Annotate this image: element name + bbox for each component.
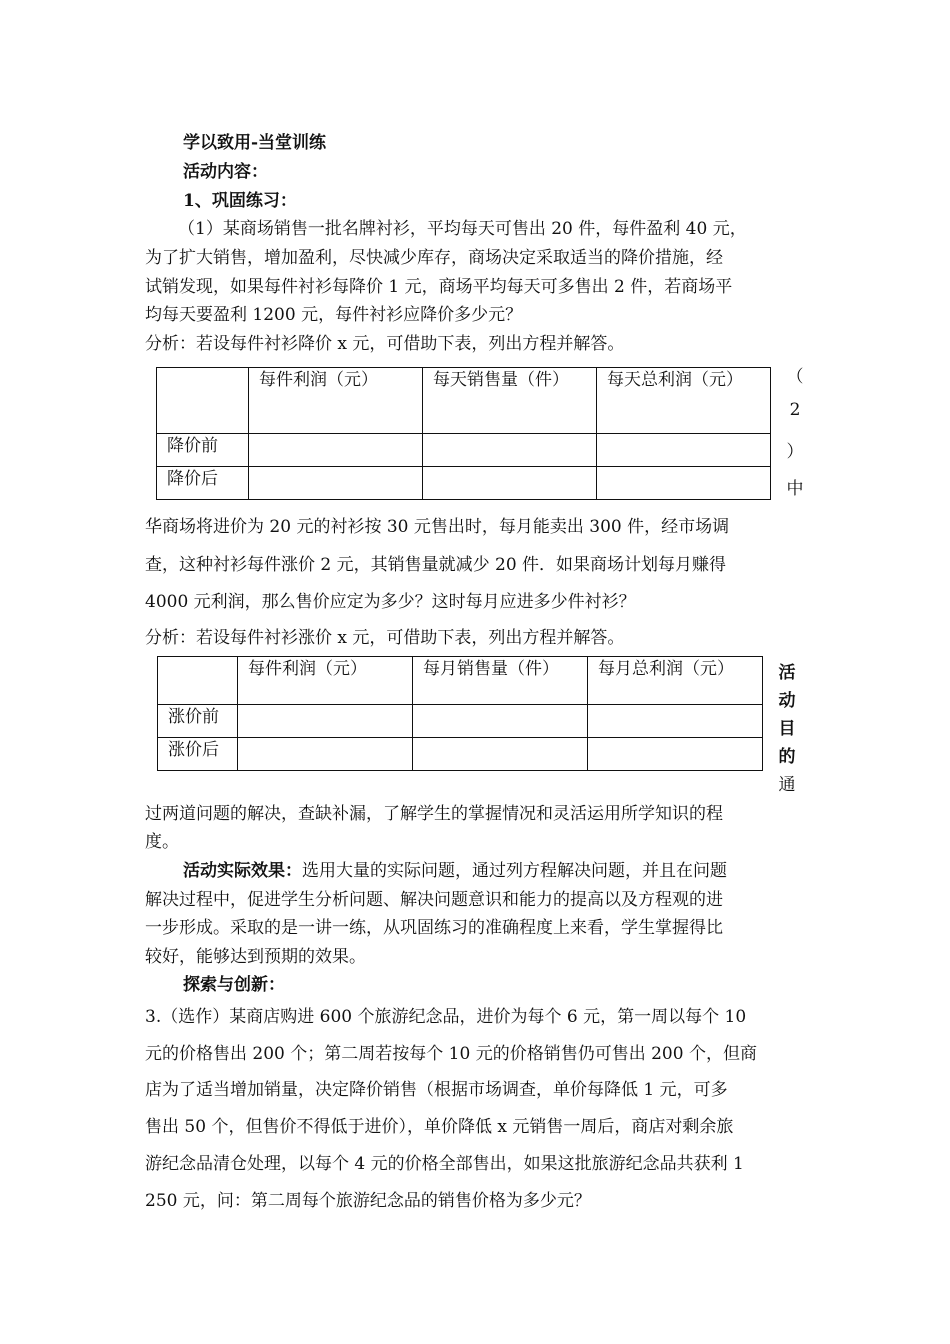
problem1-line: 均每天要盈利 1200 元，每件衬衫应降价多少元？ (145, 305, 523, 325)
table1-cell (597, 467, 771, 500)
table1-cell (249, 467, 423, 500)
problem3-line: 元的价格售出 200 个；第二周若按每个 10 元的价格销售仍可售出 200 个，但商 (145, 1044, 757, 1064)
purpose-side-char: 的 (778, 747, 796, 767)
table-row (158, 705, 763, 738)
problem3-line: 250 元，问：第二周每个旅游纪念品的销售价格为多少元？ (145, 1191, 591, 1211)
problem3-line: 3.（选作）某商店购进 600 个旅游纪念品，进价为每个 6 元，第一周以每个 10 (145, 1007, 747, 1027)
problem1-line: （1）某商场销售一批名牌衬衫，平均每天可售出 20 件，每件盈利 40 元， (178, 219, 747, 239)
practice-heading: 1、巩固练习： (183, 191, 297, 211)
table2-header-cell: 每月总利润（元） (588, 657, 763, 705)
problem2-line: 查，这种衬衫每件涨价 2 元，其销售量就减少 20 件．如果商场计划每月赚得 (145, 555, 727, 575)
table1 (156, 367, 771, 500)
table1-cell (423, 467, 597, 500)
table2-header-cell: 每件利润（元） (238, 657, 413, 705)
purpose-side-tail: 通 (778, 775, 796, 795)
table2-header-cell: 每月销售量（件） (413, 657, 588, 705)
table1-row-label: 降价前 (157, 434, 249, 467)
effect-first-text: 选用大量的实际问题，通过列方程解决问题，并且在问题 (302, 861, 727, 881)
problem3-line: 店为了适当增加销量，决定降价销售（根据市场调查，单价每降低 1 元，可多 (145, 1080, 728, 1100)
table2 (157, 656, 763, 771)
effect-line: 一步形成。采取的是一讲一练，从巩固练习的准确程度上来看，学生掌握得比 (145, 918, 723, 938)
problem2-analysis: 分析：若设每件衬衫涨价 x 元，可借助下表，列出方程并解答。 (145, 628, 625, 648)
problem1-analysis: 分析：若设每件衬衫降价 x 元，可借助下表，列出方程并解答。 (145, 334, 625, 354)
table1-cell (249, 434, 423, 467)
table1-cell (423, 434, 597, 467)
table2-header-row (158, 657, 763, 705)
problem1-line: 为了扩大销售，增加盈利，尽快减少库存，商场决定采取适当的降价措施，经 (145, 248, 723, 268)
problem1-line: 试销发现，如果每件衬衫每降价 1 元，商场平均每天可多售出 2 件，若商场平 (145, 277, 733, 297)
table1-row-label: 降价后 (157, 467, 249, 500)
problem2-side-char: （ (786, 367, 804, 387)
table1-header-row (157, 368, 771, 434)
table2-cell (588, 738, 763, 771)
purpose-side-char: 动 (778, 691, 796, 711)
table1-header-cell: 每天销售量（件） (423, 368, 597, 434)
problem2-side-char: 2 (789, 400, 801, 420)
table2-row-label: 涨价后 (158, 738, 238, 771)
purpose-line: 过两道问题的解决，查缺补漏，了解学生的掌握情况和灵活运用所学知识的程 (145, 804, 723, 824)
table2-cell (413, 705, 588, 738)
table2-header-cell (158, 657, 238, 705)
table1-cell (597, 434, 771, 467)
problem2-side-char: ） (786, 442, 804, 462)
purpose-side-char: 目 (778, 719, 796, 739)
purpose-side-char: 活 (778, 663, 796, 683)
table-row (157, 434, 771, 467)
explore-heading: 探索与创新： (183, 975, 285, 995)
effect-first-line (183, 856, 813, 881)
activity-content-label: 活动内容： (183, 162, 268, 182)
table2-cell (238, 705, 413, 738)
effect-line: 较好，能够达到预期的效果。 (145, 947, 366, 967)
table1-header-cell: 每天总利润（元） (597, 368, 771, 434)
section-title: 学以致用-当堂训练 (183, 133, 327, 153)
table2-cell (238, 738, 413, 771)
effect-line: 解决过程中，促进学生分析问题、解决问题意识和能力的提高以及方程观的进 (145, 890, 723, 910)
problem2-side-char: 中 (786, 479, 804, 499)
table-row (158, 738, 763, 771)
table1-header-cell: 每件利润（元） (249, 368, 423, 434)
problem3-line: 游纪念品清仓处理，以每个 4 元的价格全部售出，如果这批旅游纪念品共获利 1 (145, 1154, 744, 1174)
effect-label: 活动实际效果： (183, 861, 302, 881)
table2-cell (413, 738, 588, 771)
table-row (157, 467, 771, 500)
problem2-line: 4000 元利润，那么售价应定为多少？这时每月应进多少件衬衫？ (145, 592, 636, 612)
problem3-line: 售出 50 个，但售价不得低于进价），单价降低 x 元销售一周后，商店对剩余旅 (145, 1117, 734, 1137)
table1-header-cell (157, 368, 249, 434)
table2-row-label: 涨价前 (158, 705, 238, 738)
problem2-line: 华商场将进价为 20 元的衬衫按 30 元售出时，每月能卖出 300 件，经市场调 (145, 517, 730, 537)
table2-cell (588, 705, 763, 738)
purpose-line: 度。 (145, 832, 179, 852)
